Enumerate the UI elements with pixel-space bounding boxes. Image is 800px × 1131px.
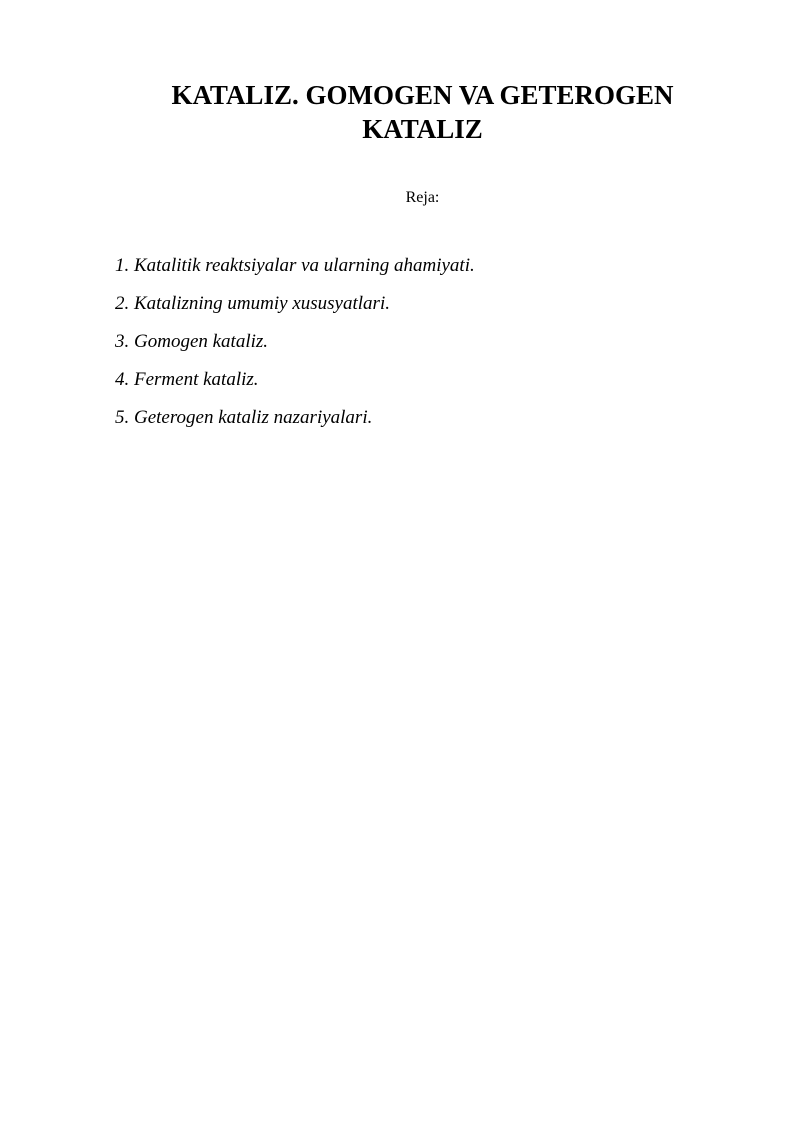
plan-item-4: 4. Ferment kataliz. (115, 369, 259, 390)
document-title-line-2: KATALIZ (362, 114, 483, 144)
document-title-line-1: KATALIZ. GOMOGEN VA GETEROGEN (171, 80, 674, 110)
plan-item-2: 2. Katalizning umumiy xususyatlari. (115, 293, 390, 314)
plan-list (115, 253, 475, 443)
plan-item-5: 5. Geterogen kataliz nazariyalari. (115, 407, 373, 428)
plan-item-3: 3. Gomogen kataliz. (115, 331, 269, 352)
plan-item-1: 1. Katalitik reaktsiyalar va ularning ahamiyati. (115, 255, 475, 276)
plan-heading: Reja: (405, 189, 440, 206)
document-title (100, 78, 745, 146)
